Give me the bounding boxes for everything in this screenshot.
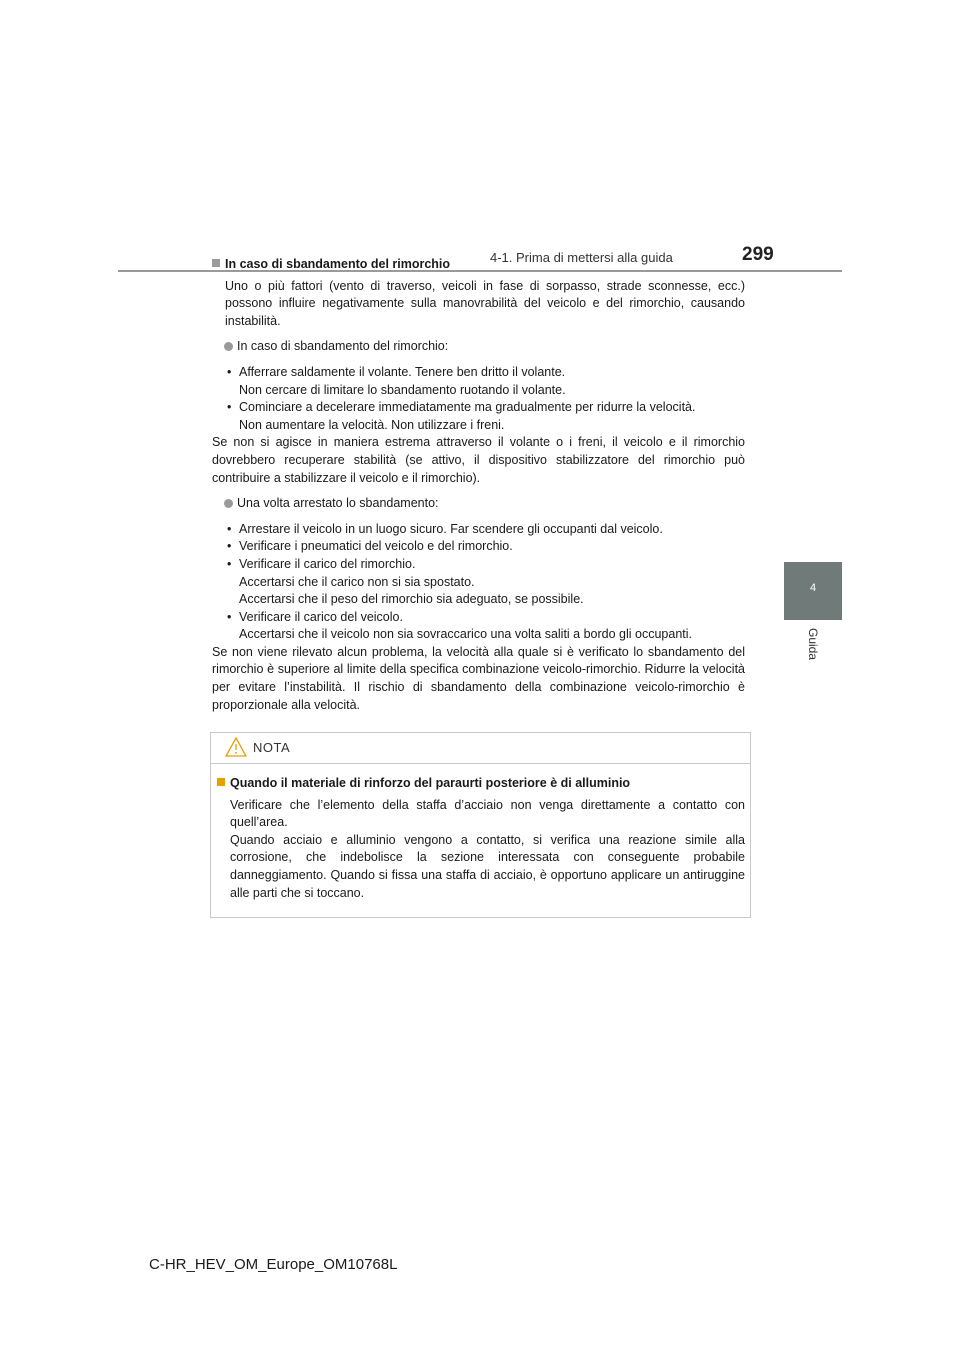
note-paragraph: Verificare che l’elemento della staffa d’acciaio non venga direttamente a contatto con quell’area. xyxy=(230,797,745,830)
note-title: Quando il materiale di rinforzo del paraurti posteriore è di alluminio xyxy=(217,775,745,793)
list-item: • Arrestare il veicolo in un luogo sicuro. Far scendere gli occupanti dal veicolo. xyxy=(225,521,745,539)
point-two: Una volta arrestato lo sbandamento: xyxy=(212,495,745,513)
chapter-number: 4 xyxy=(809,582,817,594)
chapter-tab xyxy=(784,562,842,620)
point-one-after: Se non si agisce in maniera estrema attraverso il volante o i freni, il veicolo e il rimorchio dovrebbero recuperare stabilità (se attivo, il dispositivo stabilizzatore del rimorchio può contribuire a stabilizzare il veicolo e il rimorchio). xyxy=(212,435,745,485)
note-label: NOTA xyxy=(253,740,291,755)
list-item: • Afferrare saldamente il volante. Tenere ben dritto il volante. Non cercare di limitare lo sbandamento ruotando il volante. xyxy=(225,364,745,399)
point-two-after: Se non viene rilevato alcun problema, la velocità alla quale si è verificato lo sbandamento del rimorchio è superiore al limite della specifica combinazione veicolo-rimorchio. Ridurre la velocità per evitare l’instabilità. Il rischio di sbandamento della combinazione veicolo-rimorchio è proporzionale alla velocità. xyxy=(212,644,745,712)
warning-triangle-icon xyxy=(225,737,247,762)
list-item: • Verificare i pneumatici del veicolo e del rimorchio. xyxy=(225,538,745,556)
note-paragraph: Quando acciaio e alluminio vengono a contatto, si verifica una reazione simile alla corrosione, che indebolisce la sezione interessata con conseguente probabile danneggiamento. Quando si fissa una staffa di acciaio, è opportuno applicare un antiruggine alle parti che si toccano. xyxy=(230,832,745,900)
note-box xyxy=(210,732,751,918)
point-two-bullets xyxy=(212,521,745,644)
point-one: In caso di sbandamento del rimorchio: xyxy=(212,338,745,356)
header-section-title: 4-1. Prima di mettersi alla guida xyxy=(490,250,673,265)
intro-paragraph: Uno o più fattori (vento di traverso, veicoli in fase di sorpasso, strade sconnesse, ecc.) possono influire negativamente sulla manovrabilità del veicolo e del rimorchio, causando instabilità. xyxy=(225,278,745,328)
note-body xyxy=(217,775,745,902)
note-header xyxy=(211,733,750,764)
page-number: 299 xyxy=(742,244,774,265)
chapter-label: Guida xyxy=(806,628,820,661)
list-item: • Verificare il carico del veicolo. Accertarsi che il veicolo non sia sovraccarico una volta saliti a bordo gli occupanti. xyxy=(225,609,745,644)
circle-bullet-icon xyxy=(224,342,233,351)
square-bullet-icon xyxy=(212,259,220,267)
square-bullet-icon xyxy=(217,778,225,786)
document-code: C-HR_HEV_OM_Europe_OM10768L xyxy=(149,1256,398,1273)
circle-bullet-icon xyxy=(224,499,233,508)
point-one-bullets xyxy=(212,364,745,434)
main-content xyxy=(212,256,745,714)
section-title: In caso di sbandamento del rimorchio xyxy=(212,256,745,274)
list-item: • Cominciare a decelerare immediatamente ma gradualmente per ridurre la velocità. Non aumentare la velocità. Non utilizzare i freni. xyxy=(225,399,745,434)
list-item: • Verificare il carico del rimorchio. Accertarsi che il carico non si sia spostato. Accertarsi che il peso del rimorchio sia adeguato, se possibile. xyxy=(225,556,745,609)
